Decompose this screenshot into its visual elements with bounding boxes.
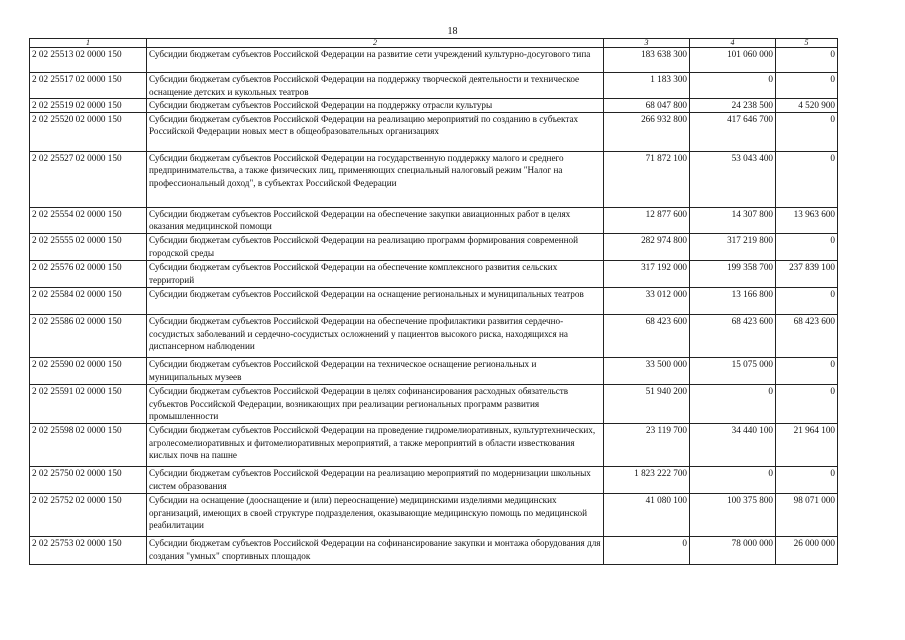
- amount-col3-cell: 23 119 700: [604, 423, 690, 466]
- amount-col5-cell: 0: [776, 287, 838, 314]
- code-cell: 2 02 25586 02 0000 150: [30, 314, 147, 357]
- column-header: 5: [776, 39, 838, 48]
- description-cell: Субсидии бюджетам субъектов Российской Федерации на развитие сети учреждений культурно-досугового типа: [147, 48, 604, 73]
- code-cell: 2 02 25513 02 0000 150: [30, 48, 147, 73]
- code-cell: 2 02 25750 02 0000 150: [30, 466, 147, 493]
- description-cell: Субсидии бюджетам субъектов Российской Федерации на поддержку отрасли культуры: [147, 99, 604, 113]
- amount-col5-cell: 21 964 100: [776, 423, 838, 466]
- amount-col4-cell: 24 238 500: [690, 99, 776, 113]
- table-row: [30, 493, 838, 536]
- amount-col4-cell: 34 440 100: [690, 423, 776, 466]
- table-row: [30, 384, 838, 423]
- description-cell: Субсидии бюджетам субъектов Российской Федерации на реализацию программ формирования современной городской среды: [147, 233, 604, 260]
- table-row: [30, 73, 838, 99]
- amount-col5-cell: 0: [776, 151, 838, 207]
- amount-col5-cell: 0: [776, 357, 838, 384]
- amount-col5-cell: 98 071 000: [776, 493, 838, 536]
- code-cell: 2 02 25591 02 0000 150: [30, 384, 147, 423]
- column-header: 4: [690, 39, 776, 48]
- amount-col3-cell: 1 183 300: [604, 73, 690, 99]
- amount-col4-cell: 14 307 800: [690, 207, 776, 233]
- code-cell: 2 02 25517 02 0000 150: [30, 73, 147, 99]
- table-row: [30, 466, 838, 493]
- amount-col4-cell: 199 358 700: [690, 260, 776, 287]
- amount-col3-cell: 68 423 600: [604, 314, 690, 357]
- table-row: [30, 99, 838, 113]
- description-cell: Субсидии бюджетам субъектов Российской Федерации на техническое оснащение региональных и муниципальных музеев: [147, 357, 604, 384]
- amount-col3-cell: 1 823 222 700: [604, 466, 690, 493]
- amount-col3-cell: 317 192 000: [604, 260, 690, 287]
- table-row: [30, 287, 838, 314]
- description-cell: Субсидии бюджетам субъектов Российской Федерации на поддержку творческой деятельности и техническое оснащение детских и кукольных театров: [147, 73, 604, 99]
- description-cell: Субсидии бюджетам субъектов Российской Федерации на реализацию мероприятий по созданию в субъектах Российской Федерации новых мест в общеобразовательных организациях: [147, 112, 604, 151]
- description-cell: Субсидии бюджетам субъектов Российской Федерации на реализацию мероприятий по модернизации школьных систем образования: [147, 466, 604, 493]
- amount-col3-cell: 12 877 600: [604, 207, 690, 233]
- amount-col4-cell: 317 219 800: [690, 233, 776, 260]
- code-cell: 2 02 25527 02 0000 150: [30, 151, 147, 207]
- code-cell: 2 02 25576 02 0000 150: [30, 260, 147, 287]
- description-cell: Субсидии бюджетам субъектов Российской Федерации на обеспечение профилактики развития сердечно-сосудистых заболеваний и сердечно-сосудистых осложнений у пациентов высокого риска, находящихся на диспансерном наблюдении: [147, 314, 604, 357]
- description-cell: Субсидии бюджетам субъектов Российской Федерации на софинансирование закупки и монтажа оборудования для создания "умных" спортивных площадок: [147, 536, 604, 564]
- amount-col5-cell: 0: [776, 48, 838, 73]
- description-cell: Субсидии бюджетам субъектов Российской Федерации в целях софинансирования расходных обязательств субъектов Российской Федерации, возникающих при реализации региональных программ развития промышленности: [147, 384, 604, 423]
- amount-col5-cell: 0: [776, 384, 838, 423]
- description-cell: Субсидии бюджетам субъектов Российской Федерации на обеспечение закупки авиационных работ в целях оказания медицинской помощи: [147, 207, 604, 233]
- budget-table: [29, 38, 838, 565]
- amount-col4-cell: 15 075 000: [690, 357, 776, 384]
- amount-col4-cell: 78 000 000: [690, 536, 776, 564]
- amount-col4-cell: 417 646 700: [690, 112, 776, 151]
- table-header-row: [30, 39, 838, 48]
- code-cell: 2 02 25584 02 0000 150: [30, 287, 147, 314]
- column-header: 3: [604, 39, 690, 48]
- table-row: [30, 233, 838, 260]
- description-cell: Субсидии бюджетам субъектов Российской Федерации на проведение гидромелиоративных, культуртехнических, агролесомелиоративных и фитомелиоративных мероприятий, а также мероприятий в области известкования кислых почв на пашне: [147, 423, 604, 466]
- amount-col5-cell: 13 963 600: [776, 207, 838, 233]
- table-row: [30, 314, 838, 357]
- table-row: [30, 423, 838, 466]
- table-row: [30, 112, 838, 151]
- amount-col5-cell: 68 423 600: [776, 314, 838, 357]
- page-number: 18: [447, 26, 458, 37]
- amount-col3-cell: 0: [604, 536, 690, 564]
- amount-col3-cell: 282 974 800: [604, 233, 690, 260]
- column-header: 1: [30, 39, 147, 48]
- amount-col5-cell: 0: [776, 233, 838, 260]
- amount-col4-cell: 68 423 600: [690, 314, 776, 357]
- amount-col4-cell: 0: [690, 466, 776, 493]
- table-row: [30, 357, 838, 384]
- description-cell: Субсидии на оснащение (дооснащение и (или) переоснащение) медицинскими изделиями медицинских организаций, имеющих в своей структуре подразделения, оказывающие медицинскую помощь по медицинской реабилитации: [147, 493, 604, 536]
- amount-col5-cell: 237 839 100: [776, 260, 838, 287]
- code-cell: 2 02 25519 02 0000 150: [30, 99, 147, 113]
- amount-col3-cell: 71 872 100: [604, 151, 690, 207]
- description-cell: Субсидии бюджетам субъектов Российской Федерации на государственную поддержку малого и среднего предпринимательства, а также физических лиц, применяющих специальный налоговый режим "Налог на профессиональный доход", в субъектах Российской Федерации: [147, 151, 604, 207]
- amount-col4-cell: 13 166 800: [690, 287, 776, 314]
- amount-col5-cell: 4 520 900: [776, 99, 838, 113]
- amount-col4-cell: 53 043 400: [690, 151, 776, 207]
- amount-col5-cell: 0: [776, 466, 838, 493]
- amount-col3-cell: 266 932 800: [604, 112, 690, 151]
- code-cell: 2 02 25555 02 0000 150: [30, 233, 147, 260]
- table-row: [30, 207, 838, 233]
- table-row: [30, 260, 838, 287]
- amount-col5-cell: 0: [776, 112, 838, 151]
- code-cell: 2 02 25554 02 0000 150: [30, 207, 147, 233]
- code-cell: 2 02 25753 02 0000 150: [30, 536, 147, 564]
- code-cell: 2 02 25752 02 0000 150: [30, 493, 147, 536]
- amount-col4-cell: 0: [690, 384, 776, 423]
- column-header: 2: [147, 39, 604, 48]
- description-cell: Субсидии бюджетам субъектов Российской Федерации на обеспечение комплексного развития сельских территорий: [147, 260, 604, 287]
- amount-col5-cell: 26 000 000: [776, 536, 838, 564]
- table-row: [30, 48, 838, 73]
- table-row: [30, 151, 838, 207]
- amount-col3-cell: 68 047 800: [604, 99, 690, 113]
- amount-col3-cell: 41 080 100: [604, 493, 690, 536]
- amount-col3-cell: 183 638 300: [604, 48, 690, 73]
- amount-col4-cell: 0: [690, 73, 776, 99]
- amount-col3-cell: 33 012 000: [604, 287, 690, 314]
- amount-col5-cell: 0: [776, 73, 838, 99]
- table-row: [30, 536, 838, 564]
- description-cell: Субсидии бюджетам субъектов Российской Федерации на оснащение региональных и муниципальных театров: [147, 287, 604, 314]
- code-cell: 2 02 25520 02 0000 150: [30, 112, 147, 151]
- code-cell: 2 02 25598 02 0000 150: [30, 423, 147, 466]
- amount-col4-cell: 101 060 000: [690, 48, 776, 73]
- amount-col3-cell: 33 500 000: [604, 357, 690, 384]
- amount-col4-cell: 100 375 800: [690, 493, 776, 536]
- amount-col3-cell: 51 940 200: [604, 384, 690, 423]
- code-cell: 2 02 25590 02 0000 150: [30, 357, 147, 384]
